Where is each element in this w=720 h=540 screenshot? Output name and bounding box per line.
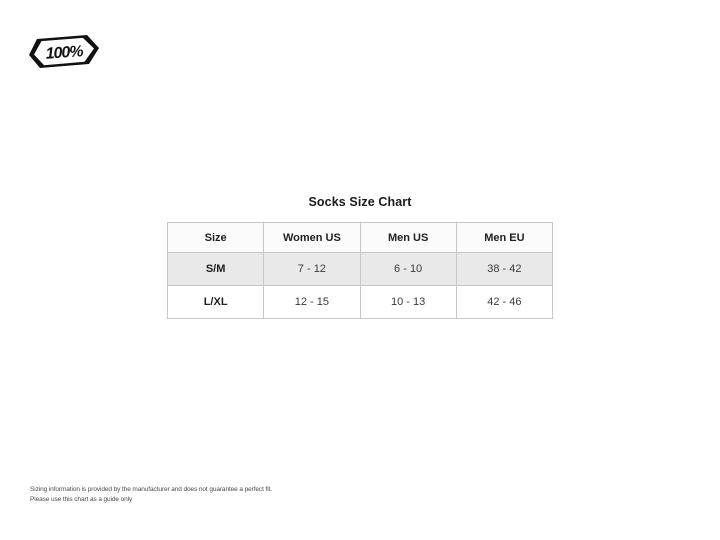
men-us-value: 6 - 10: [360, 253, 456, 286]
table-row: [168, 286, 553, 319]
column-header-women-us: Women US: [264, 223, 360, 253]
men-eu-value: 38 - 42: [456, 253, 552, 286]
logo-text: 100%: [45, 43, 84, 63]
column-header-men-eu: Men EU: [456, 223, 552, 253]
socks-size-table: [167, 222, 553, 319]
size-label: S/M: [168, 253, 264, 286]
table-row: [168, 253, 553, 286]
disclaimer: [30, 485, 272, 504]
women-us-value: 7 - 12: [264, 253, 360, 286]
disclaimer-line-2: Please use this chart as a guide only: [30, 495, 133, 503]
disclaimer-line-1: Sizing information is provided by the manufacturer and does not guarantee a perfect fit.: [30, 486, 272, 493]
women-us-value: 12 - 15: [264, 286, 360, 319]
column-header-men-us: Men US: [360, 223, 456, 253]
size-label: L/XL: [168, 286, 264, 319]
men-us-value: 10 - 13: [360, 286, 456, 319]
men-eu-value: 42 - 46: [456, 286, 552, 319]
brand-logo: [29, 35, 101, 71]
size-table-container: [167, 222, 553, 319]
column-header-size: Size: [168, 223, 264, 253]
table-header-row: [168, 223, 553, 253]
page-title: Socks Size Chart: [308, 195, 412, 209]
hundred-percent-logo-icon: [29, 35, 101, 71]
